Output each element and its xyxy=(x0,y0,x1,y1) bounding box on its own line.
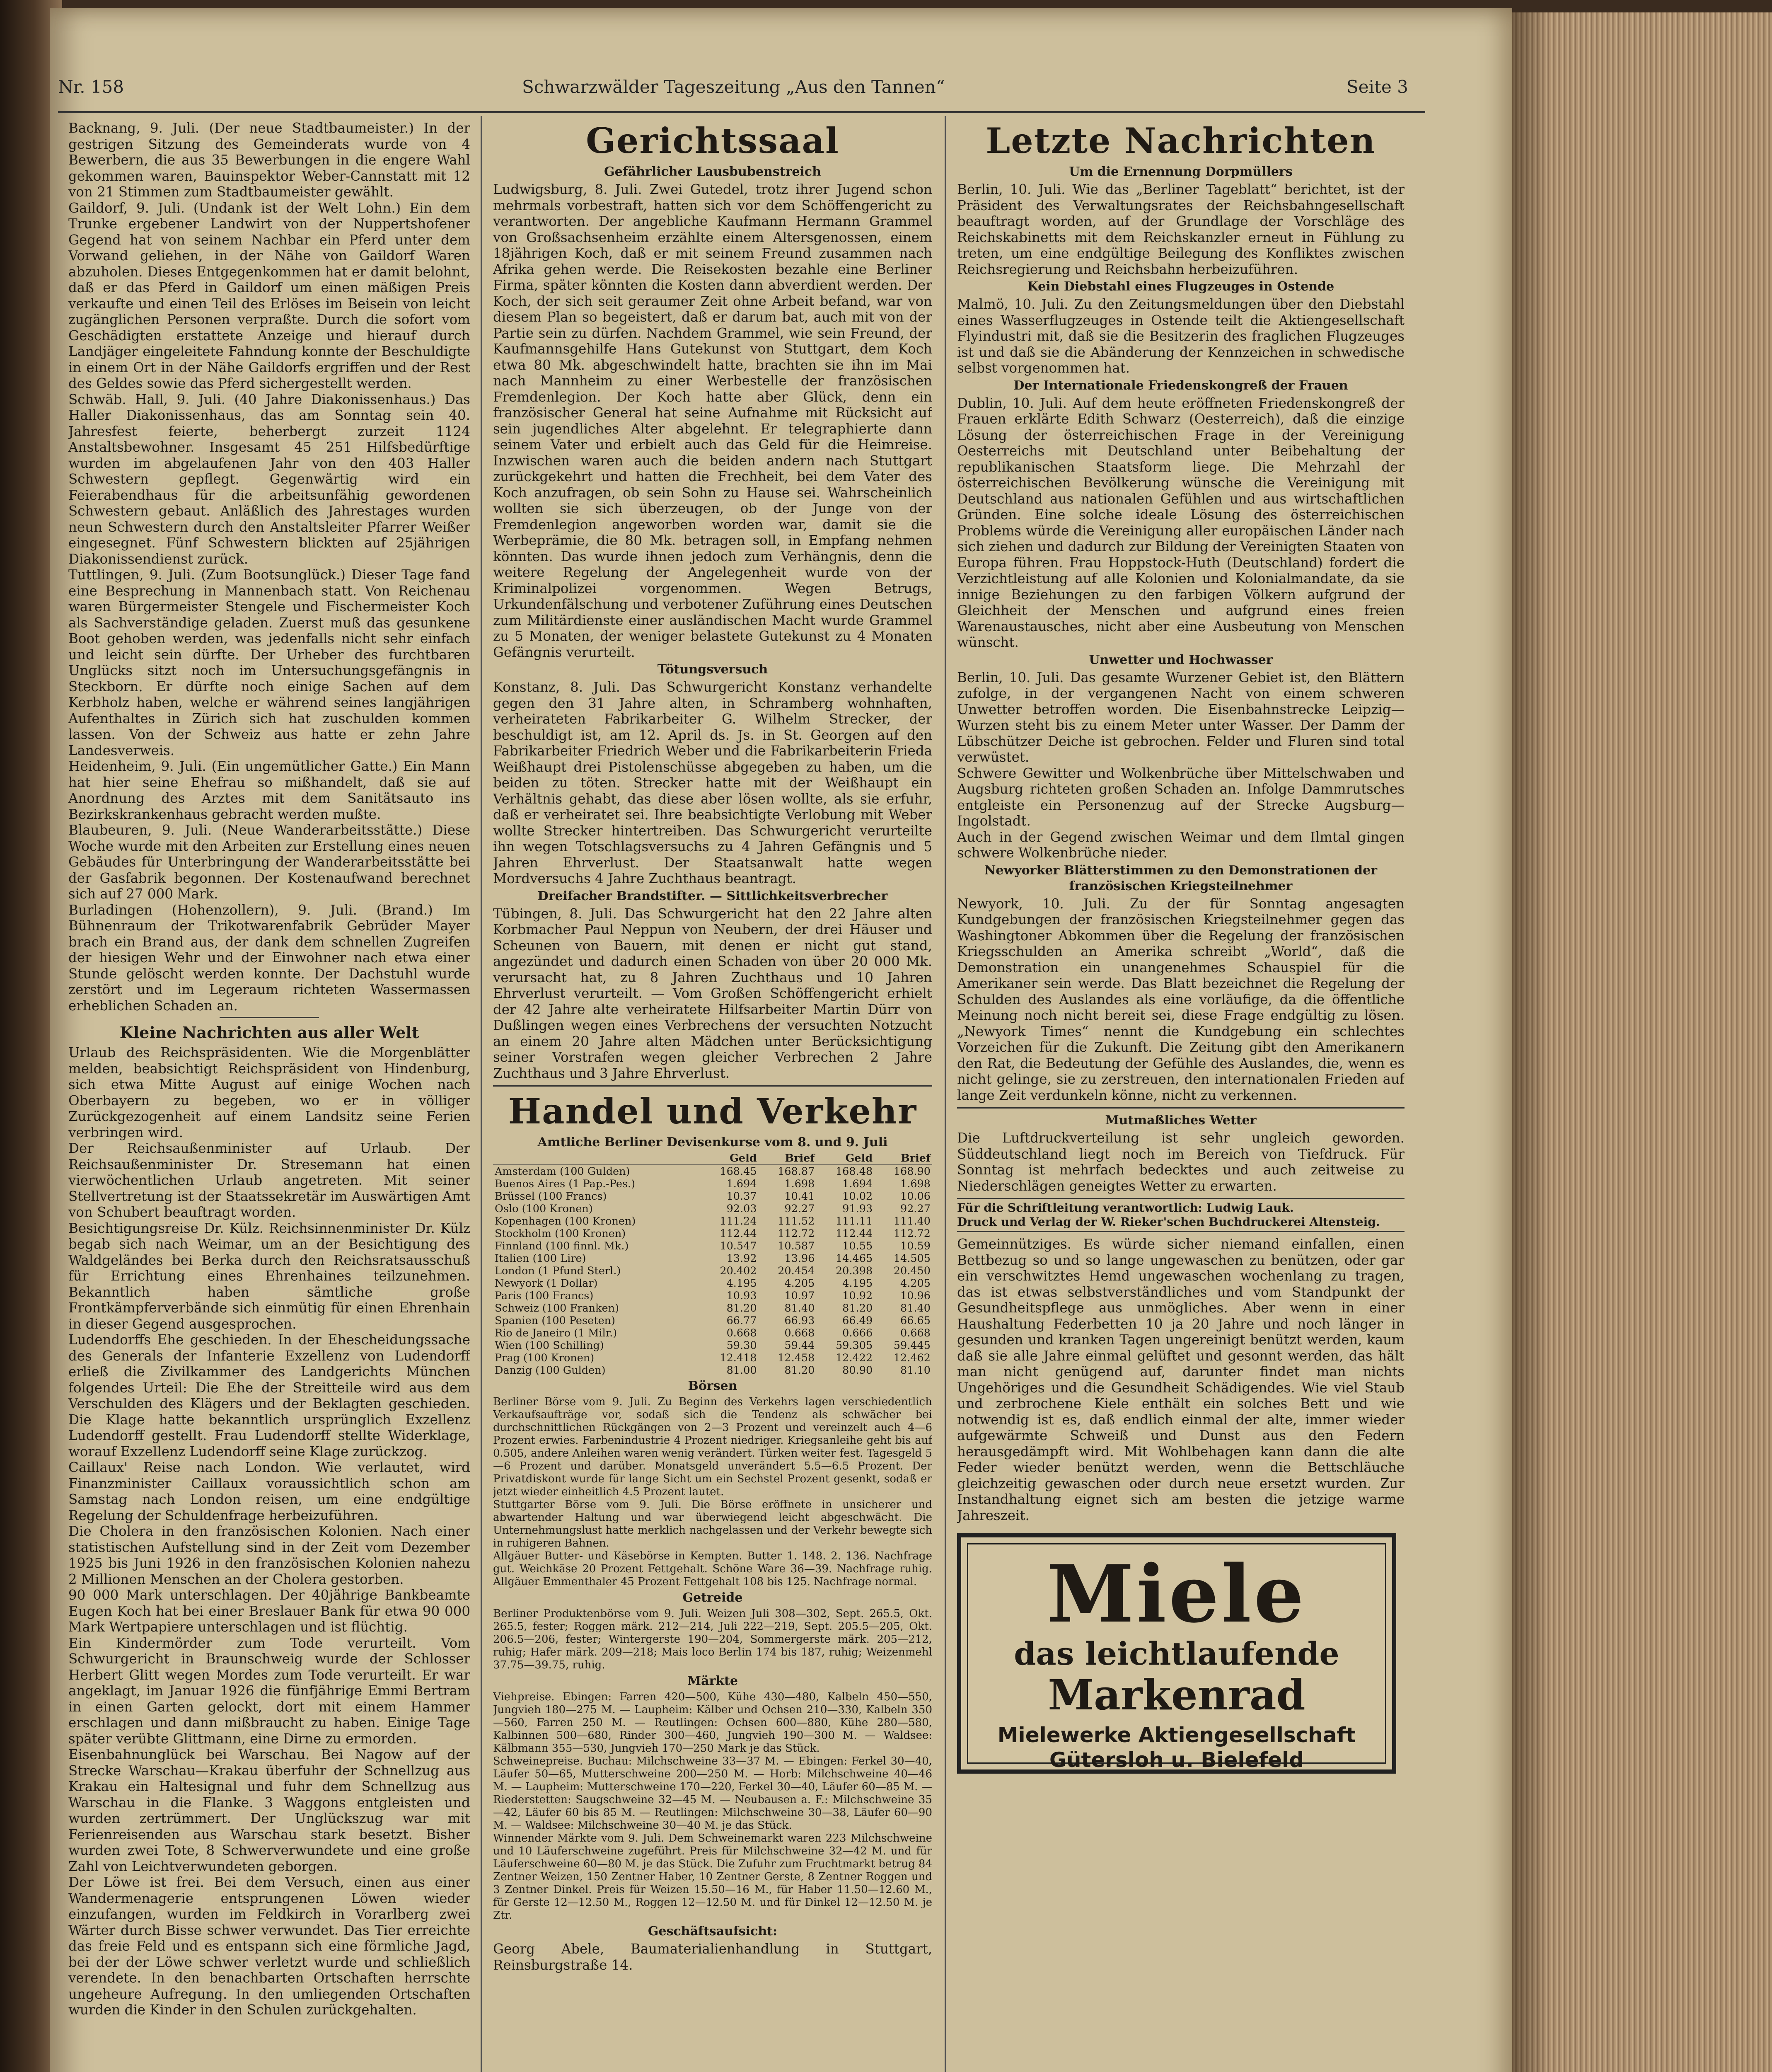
currency-name: Danzig (100 Gulden) xyxy=(495,1364,606,1377)
article-blaubeuren: Blaubeuren, 9. Juli. (Neue Wanderarbeitsstätte.) Diese Woche wurde mit den Arbeiten zur Erstellung eines neuen Gebäudes für Unterbringung der Wanderarbeitsstätte bei der Gasfabrik begonnen. Der Kostenaufwand berechnet sich auf 27 000 Mark. xyxy=(68,822,470,902)
subheading: Newyorker Blätterstimmen zu den Demonstrationen der französischen Kriegsteilnehmer xyxy=(984,863,1378,893)
rate-value: 1.698 xyxy=(900,1178,931,1190)
table-row xyxy=(493,1265,932,1277)
subheading: Märkte xyxy=(687,1674,738,1688)
currency-name: London (1 Pfund Sterl.) xyxy=(495,1265,621,1277)
table-row xyxy=(493,1339,932,1352)
rate-value: 10.587 xyxy=(778,1240,815,1252)
subheading: Dreifacher Brandstifter. — Sittlichkeitsverbrecher xyxy=(537,888,888,903)
ad-city: Gütersloh u. Bielefeld xyxy=(1049,1748,1304,1772)
rate-value: 111.40 xyxy=(893,1215,931,1227)
table-row xyxy=(493,1240,932,1252)
rate-value: 10.59 xyxy=(900,1240,931,1252)
subheading: Der Internationale Friedenskongreß der Frauen xyxy=(1013,378,1348,393)
court-article: Konstanz, 8. Juli. Das Schwurgericht Konstanz verhandelte gegen den 31 Jahre alten, in Schramberg wohnhaften, verheirateten Fabrikarbeiter G. Wilhelm Strecker, der beschuldigt ist, am 12. April ds. Js. in St. Georgen auf den Fabrikarbeiter Friedrich Weber und die Fabrikarbeiterin Frieda Weißhaupt drei Pistolenschüsse abgegeben zu haben, um die beiden zu töten. Strecker hatte mit der Weißhaupt ein Verhältnis gehabt, das diese aber lösen wollte, als sie erfuhr, daß er verheiratet sei. Ihre beabsichtigte Verlobung mit Weber wollte Strecker hintertreiben. Das Schwurgericht verurteilte ihn wegen Totschlagsversuchs zu 4 Jahren Gefängnis und 5 Jahren Ehrverlust. Der Staatsanwalt hatte wegen Mordversuchs 4 Jahre Zuchthaus beantragt. xyxy=(493,679,932,886)
imprint-editor: Für die Schriftleitung verantwortlich: Ludwig Lauk. xyxy=(957,1201,1294,1215)
rate-value: 112.72 xyxy=(893,1227,931,1240)
rates-column-header: Brief xyxy=(874,1152,932,1165)
column-left xyxy=(68,120,470,2068)
rate-value: 12.458 xyxy=(778,1352,815,1364)
rate-value: 0.668 xyxy=(784,1327,815,1339)
rate-value: 81.40 xyxy=(900,1302,931,1314)
rate-value: 168.90 xyxy=(893,1165,931,1178)
rate-value: 10.97 xyxy=(784,1290,815,1302)
rate-value: 59.44 xyxy=(784,1339,815,1352)
rate-value: 80.90 xyxy=(842,1364,873,1377)
market-report: Viehpreise. Ebingen: Farren 420—500, Kühe 430—480, Kalbeln 450—550, Jungvieh 180—275 M. — Laupheim: Kälber und Ochsen 210—330, Kalbeln 350—560, Farren 250 M. — Reutlingen: Ochsen 600—880, Kühe 280—580, Kalbinnen 500—680, Rinder 300—460, Jungvieh 190—300 M. — Waldsee: Kälbmann 355—530, Jungvieh 170—250 Mark je das Stück. xyxy=(493,1691,932,1755)
article-backnang: Backnang, 9. Juli. (Der neue Stadtbaumeister.) In der gestrigen Sitzung des Gemeinderats wurde von 4 Bewerbern, die aus 35 Bewerbungen in die engere Wahl gekommen waren, Bauinspektor Weber-Cannstatt mit 12 von 21 Stimmen zum Stadtbaumeister gewählt. xyxy=(68,120,470,200)
rate-value: 66.65 xyxy=(900,1314,931,1327)
rate-value: 92.27 xyxy=(784,1203,815,1215)
currency-name: Prag (100 Kronen) xyxy=(495,1352,595,1364)
rate-value: 12.462 xyxy=(893,1352,931,1364)
news-item: Der Reichsaußenminister auf Urlaub. Der Reichsaußenminister Dr. Stresemann hat einen vierwöchentlichen Urlaub angetreten. Mit seiner Stellvertretung ist der Staatssekretär im Auswärtigen Amt von Schubert beauftragt worden. xyxy=(68,1140,470,1220)
rate-value: 112.44 xyxy=(720,1227,757,1240)
article-gemeinnuetziges: Gemeinnütziges. Es würde sicher niemand einfallen, einen Bettbezug so und so lange ungewaschen zu benützen, oder gar ein verschwitztes Hemd ungewaschen wochenlang zu tragen, das ist etwas selbstverständliches und vom Standpunkt der Gesundheitspflege aus unmögliches. Aber wenn in einer Haushaltung Federbetten 10 ja 20 Jahre und noch länger in gesunden und kranken Tagen ungereinigt benützt werden, kaum daß sie alle Jahre einmal gelüftet und gesonnt werden, das hält man nicht genügend auf, darunter findet man nichts Ungehöriges und die Gesundheit Schädigendes. Wie viel Staub und zerbrochene Kiele enthält ein solches Bett und wie notwendig ist es, daß endlich einmal der alte, immer wieder aufgewärmte Schweiß und Dunst aus den Federn herausgedämpft wird. Mit Wohlbehagen kann dann die alte Feder wieder benützt werden, wenn die Bettschläuche gleichzeitig gewaschen oder durch neue ersetzt wurden. Zur Instandhaltung eignet sich am besten die jetzige warme Jahreszeit. xyxy=(957,1236,1405,1523)
article-tuttlingen: Tuttlingen, 9. Juli. (Zum Bootsunglück.) Dieser Tage fand eine Besprechung in Mannenbach statt. Von Reichenau waren Bürgermeister Stengele und Fischermeister Koch als Sachverständige geladen. Zuerst muß das gesunkene Boot gehoben werden, was jedenfalls nicht sehr einfach und leicht sein dürfte. Der Urheber des furchtbaren Unglücks sitzt noch im Untersuchungsgefängnis in Steckborn. Er dürfte noch einige Sachen auf dem Kerbholz haben, welche er während seines langjährigen Aufenthaltes in Zürich sich hat zuschulden kommen lassen. Von der Schweiz aus hatte er zehn Jahre Landesverweis. xyxy=(68,567,470,758)
rate-value: 12.418 xyxy=(720,1352,757,1364)
table-row xyxy=(493,1314,932,1327)
table-row xyxy=(493,1215,932,1227)
table-row xyxy=(493,1327,932,1339)
subheading: Getreide xyxy=(682,1590,743,1605)
rate-value: 12.422 xyxy=(835,1352,873,1364)
weather-heading: Mutmaßliches Wetter xyxy=(1105,1113,1257,1128)
ad-frame xyxy=(967,1543,1386,1772)
rate-value: 1.694 xyxy=(726,1178,757,1190)
rate-value: 10.93 xyxy=(726,1290,757,1302)
table-row xyxy=(493,1252,932,1265)
rate-value: 81.20 xyxy=(784,1364,815,1377)
running-header xyxy=(58,77,1425,106)
currency-name: Spanien (100 Peseten) xyxy=(495,1314,615,1327)
ad-product: Markenrad xyxy=(1048,1670,1305,1719)
rate-value: 10.02 xyxy=(842,1190,873,1203)
table-row xyxy=(493,1165,932,1178)
table-row xyxy=(493,1203,932,1215)
rate-value: 1.698 xyxy=(784,1178,815,1190)
rate-value: 0.668 xyxy=(900,1327,931,1339)
currency-name: Oslo (100 Kronen) xyxy=(495,1203,593,1215)
news-item: Ludendorffs Ehe geschieden. In der Ehescheidungssache des Generals der Infanterie Exzellenz von Ludendorff erließ die Zivilkammer des Landgerichts München folgendes Urteil: Die Ehe der Streitteile wird aus dem Verschulden des Klägers und der Beklagten geschieden. Die Klage hatte bekanntlich ursprünglich Exzellenz Ludendorff gestellt. Frau Ludendorff stellte Widerklage, worauf Exzellenz Ludendorff seine Klage zurückzog. xyxy=(68,1332,470,1460)
market-report: Berliner Börse vom 9. Juli. Zu Beginn des Verkehrs lagen verschiedentlich Verkaufsaufträge vor, sodaß sich die Tendenz als schwächer bei durchschnittlichen Rückgängen von 2—3 Prozent und vereinzelt auch 4—6 Prozent erwies. Farbenindustrie 4 Prozent niedriger. Kriegsanleihe geht bis auf 0.505, andere Anleihen waren wenig verändert. Türken weiter fest. Tagesgeld 5—6 Prozent und darüber. Monatsgeld unverändert 5.5—6.5 Prozent. Der Privatdiskont wurde für lange Sicht um ein Sechstel Prozent gesenkt, sodaß er jetzt wieder einheitlich 4.5 Prozent lautet. xyxy=(493,1396,932,1498)
section-title-handel-und-verkehr: Handel und Verkehr xyxy=(508,1091,917,1132)
rate-value: 66.93 xyxy=(784,1314,815,1327)
market-report: Allgäuer Butter- und Käsebörse in Kempten. Butter 1. 148. 2. 136. Nachfrage gut. Weichkäse 20 Prozent Fettgehalt. Schöne Ware 36—39. Nachfrage ruhig. Allgäuer Emmenthaler 45 Prozent Fettgehalt 108 bis 125. Nachfrage normal. xyxy=(493,1550,932,1588)
subheading: Börsen xyxy=(688,1379,737,1393)
table-row xyxy=(493,1227,932,1240)
business-notice: Georg Abele, Baumaterialienhandlung in Stuttgart, Reinsburgstraße 14. xyxy=(493,1941,932,1973)
section-divider xyxy=(957,1107,1405,1109)
rate-value: 92.27 xyxy=(900,1203,931,1215)
rate-value: 111.24 xyxy=(720,1215,757,1227)
market-report: Berliner Produktenbörse vom 9. Juli. Weizen Juli 308—302, Sept. 265.5, Okt. 265.5, fester; Roggen märk. 212—214, Juli 222—219, Sept. 205.5—205, Okt. 206.5—206, fester; Wintergerste 190—204, Sommergerste märk. 205—212, ruhig; Hafer märk. 209—218; Mais loco Berlin 174 bis 187, ruhig; Weizenmehl 37.75—39.75, ruhig. xyxy=(493,1607,932,1671)
rate-value: 168.48 xyxy=(835,1165,873,1178)
rate-value: 20.398 xyxy=(835,1265,873,1277)
rates-column-header: Brief xyxy=(759,1152,817,1165)
currency-name: Kopenhagen (100 Kronen) xyxy=(495,1215,636,1227)
page-number: Seite 3 xyxy=(1347,77,1408,97)
currency-name: Italien (100 Lire) xyxy=(495,1252,586,1265)
rate-value: 13.96 xyxy=(784,1252,815,1265)
table-row xyxy=(493,1352,932,1364)
rate-value: 10.96 xyxy=(900,1290,931,1302)
news-article: Dublin, 10. Juli. Auf dem heute eröffneten Friedenskongreß der Frauen erklärte Edith Schwarz (Oesterreich), daß die einzige Lösung der österreichischen Frage in der Vereinigung Oesterreichs mit Deutschland unter Beibehaltung der republikanischen Staatsform liege. Die Mehrzahl der österreichischen Bevölkerung wünsche die Vereinigung mit Deutschland aus nationalen Gefühlen und aus wirtschaftlichen Gründen. Eine solche ideale Lösung des österreichischen Problems würde die Vereinigung aller europäischen Länder nach sich ziehen und dadurch zur Bildung der Vereinigten Staaten von Europa führen. Frau Hoppstock-Huth (Deutschland) fordert die Verzichtleistung auf alle Kolonien und Kolonialmandate, da sie innige Beziehungen zu den farbigen Völkern aufgrund der Gleichheit der Menschen und aufgrund eines freien Warenaustausches, nicht aber eine Ausbeutung von Menschen wünscht. xyxy=(957,395,1405,650)
section-divider xyxy=(493,1085,932,1087)
rate-value: 10.06 xyxy=(900,1190,931,1203)
currency-name: Brüssel (100 Francs) xyxy=(495,1190,607,1203)
rates-column-header: Geld xyxy=(701,1152,759,1165)
rate-value: 0.666 xyxy=(842,1327,873,1339)
court-article: Tübingen, 8. Juli. Das Schwurgericht hat den 22 Jahre alten Korbmacher Paul Neppun von Neubern, der drei Häuser und Scheunen von Bauern, mit denen er nicht gut stand, angezündet und dadurch einen Schaden von über 20 000 Mk. verursacht hat, zu 8 Jahren Zuchthaus und 10 Jahren Ehrverlust verurteilt. — Vom Großen Schöffengericht erhielt der 42 Jahre alte verheiratete Hilfsarbeiter Martin Dürr von Dußlingen wegen eines Verbrechens der versuchten Notzucht an einem 20 Jahre alten Mädchen unter Berücksichtigung seiner Vorstrafen wegen gleicher Verbrechen 2 Jahre Zuchthaus und 3 Jahre Ehrverlust. xyxy=(493,905,932,1081)
rate-value: 13.92 xyxy=(726,1252,757,1265)
ad-brand: Miele xyxy=(1047,1548,1307,1640)
rate-value: 10.92 xyxy=(842,1290,873,1302)
rate-value: 81.40 xyxy=(784,1302,815,1314)
rate-value: 10.547 xyxy=(720,1240,757,1252)
rate-value: 81.10 xyxy=(900,1364,931,1377)
news-article: Berlin, 10. Juli. Wie das „Berliner Tageblatt“ berichtet, ist der Präsident des Verwaltungsrates der Reichsbahngesellschaft beauftragt worden, auf der Grundlage der Vorschläge des Reichskabinetts mit dem Reichskanzler erneut in Fühlung zu treten, um eine endgültige Beilegung des Konfliktes zwischen Reichsregierung und Reichsbahn herbeizuführen. xyxy=(957,182,1405,277)
table-row xyxy=(493,1364,932,1377)
rate-value: 59.445 xyxy=(893,1339,931,1352)
table-row xyxy=(493,1302,932,1314)
subheading: Unwetter und Hochwasser xyxy=(1089,652,1273,667)
news-item: Caillaux' Reise nach London. Wie verlautet, wird Finanzminister Caillaux voraussichtlich schon am Samstag nach London reisen, um eine endgültige Regelung der Schuldenfrage herbeizuführen. xyxy=(68,1460,470,1523)
news-item: Urlaub des Reichspräsidenten. Wie die Morgenblätter melden, beabsichtigt Reichspräsident von Hindenburg, sich etwa Mitte August auf einige Wochen nach Oberbayern zu begeben, wo er in völliger Zurückgezogenheit auf einem Landsitz seine Ferien verbringen wird. xyxy=(68,1045,470,1140)
news-article: Auch in der Gegend zwischen Weimar und dem Ilmtal gingen schwere Wolkenbrüche nieder. xyxy=(957,829,1405,861)
rate-value: 112.44 xyxy=(835,1227,873,1240)
table-row xyxy=(493,1190,932,1203)
rate-value: 10.41 xyxy=(784,1190,815,1203)
rate-value: 1.694 xyxy=(842,1178,873,1190)
news-item: Besichtigungsreise Dr. Külz. Reichsinnenminister Dr. Külz begab sich nach Weimar, um an der Besichtigung des Waldgeländes bei Berka durch den Reichsratsausschuß für Errichtung eines Ehrenhaines teilzunehmen. Bekanntlich haben sämtliche große Frontkämpferverbände sich einmütig für einen Ehrenhain in dieser Gegend ausgesprochen. xyxy=(68,1220,470,1332)
rate-value: 81.20 xyxy=(842,1302,873,1314)
rate-value: 59.30 xyxy=(726,1339,757,1352)
market-report: Stuttgarter Börse vom 9. Juli. Die Börse eröffnete in unsicherer und abwartender Haltung und war überwiegend leicht abgeschwächt. Die Unternehmungslust hatte merklich nachgelassen und der Verkehr bewegte sich in ruhigeren Bahnen. xyxy=(493,1498,932,1549)
ad-tagline: das leichtlaufende xyxy=(1014,1635,1339,1672)
news-article: Berlin, 10. Juli. Das gesamte Wurzener Gebiet ist, den Blättern zufolge, in der vergangenen Nacht von einem schweren Unwetter betroffen worden. Die Eisenbahnstrecke Leipzig—Wurzen steht bis zu einem Meter unter Wasser. Der Damm der Lübschützer Deiche ist gebrochen. Felder und Fluren sind total verwüstet. xyxy=(957,669,1405,765)
column-rule-2 xyxy=(945,116,946,2072)
imprint xyxy=(957,1198,1405,1232)
ad-company: Mielewerke Aktiengesellschaft xyxy=(997,1723,1356,1747)
subheading: Kein Diebstahl eines Flugzeuges in Ostende xyxy=(1027,279,1334,294)
section-divider xyxy=(220,1017,319,1018)
newspaper-title: Schwarzwälder Tageszeitung „Aus den Tannen“ xyxy=(522,77,945,97)
rate-value: 92.03 xyxy=(726,1203,757,1215)
rates-column-header xyxy=(493,1152,701,1165)
currency-name: Newyork (1 Dollar) xyxy=(495,1277,598,1290)
rate-value: 0.668 xyxy=(726,1327,757,1339)
news-article: Malmö, 10. Juli. Zu den Zeitungsmeldungen über den Diebstahl eines Wasserflugzeuges in Ostende teilt die Aktiengesellschaft Flyindustri mit, daß sie die Besitzerin des fraglichen Flugzeuges ist und daß sie die Abänderung der Kennzeichen in schwedische selbst vorgenommen hat. xyxy=(957,296,1405,376)
column-middle xyxy=(493,120,932,2068)
exchange-rates-heading: Amtliche Berliner Devisenkurse vom 8. und 9. Juli xyxy=(537,1135,888,1150)
page-edge-shadow xyxy=(1512,12,1550,2072)
weather-report: Die Luftdruckverteilung ist sehr ungleich geworden. Süddeutschland liegt noch im Bereich von Tiefdruck. Für Sonntag ist mehrfach bedecktes und auch zeitweise zu Niederschlägen geneigtes Wetter zu erwarten. xyxy=(957,1130,1405,1194)
rate-value: 91.93 xyxy=(842,1203,873,1215)
subheading: Tötungsversuch xyxy=(657,662,768,677)
book-page-edges xyxy=(1512,12,1772,2072)
miele-advertisement xyxy=(957,1533,1396,1774)
rate-value: 111.52 xyxy=(778,1215,815,1227)
article-schwaebisch-hall: Schwäb. Hall, 9. Juli. (40 Jahre Diakonissenhaus.) Das Haller Diakonissenhaus, das am Sonntag sein 40. Jahresfest feierte, beherbergt zurzeit 1124 Anstaltsbewohner. Insgesamt 45 251 Hilfsbedürftige wurden im abgelaufenen Jahr von den 403 Haller Schwestern gepflegt. Gegenwärtig wird ein Feierabendhaus für die arbeitsunfähig gewordenen Schwestern gebaut. Anläßlich des Jahrestages wurden neun Schwestern durch den Anstaltsleiter Pfarrer Weißer eingesegnet. Fünf Schwestern blickten auf 25jährigen Diakonissendienst zurück. xyxy=(68,391,470,567)
rate-value: 59.305 xyxy=(835,1339,873,1352)
news-item: Eisenbahnunglück bei Warschau. Bei Nagow auf der Strecke Warschau—Krakau überfuhr der Schnellzug aus Krakau ein Haltesignal und fuhr dem Schnellzug aus Warschau in die Flanke. 3 Waggons entgleisten und wurden zertrümmert. Der Unglückszug war mit Ferienreisenden aus Warschau stark besetzt. Bisher wurden zwei Tote, 8 Schwerverwundete und eine große Zahl von Leichtverwundeten geborgen. xyxy=(68,1747,470,1874)
header-rule xyxy=(58,111,1425,113)
table-row xyxy=(493,1178,932,1190)
subheading: Geschäftsaufsicht: xyxy=(648,1924,778,1939)
market-report: Schweinepreise. Buchau: Milchschweine 33—37 M. — Ebingen: Ferkel 30—40, Läufer 50—65, Mutterschweine 200—250 M. — Horb: Milchschweine 40—46 M. — Laupheim: Mutterschweine 170—220, Ferkel 30—40, Läufer 60—85 M. — Riederstetten: Saugschweine 32—45 M. — Neubausen a. F.: Milchschweine 35—42, Läufer 60 bis 85 M. — Reutlingen: Milchschweine 30—38, Läufer 60—90 M. — Waldsee: Milchschweine 30—40 M. je das Stück. xyxy=(493,1755,932,1832)
market-report: Winnender Märkte vom 9. Juli. Dem Schweinemarkt waren 223 Milchschweine und 10 Läuferschweine zugeführt. Preis für Milchschweine 32—42 M. und für Läuferschweine 60—80 M. je das Stück. Die Zufuhr zum Fruchtmarkt betrug 84 Zentner Weizen, 150 Zentner Haber, 10 Zentner Gerste, 8 Zentner Roggen und 3 Zentner Dinkel. Preis für Weizen 15.50—16 M., für Haber 11.50—12.60 M., für Gerste 12—12.50 M., Roggen 12—12.50 M. und für Dinkel 12—12.50 M. je Ztr. xyxy=(493,1832,932,1922)
currency-name: Stockholm (100 Kronen) xyxy=(495,1227,626,1240)
news-item: Die Cholera in den französischen Kolonien. Nach einer statistischen Aufstellung sind in der Zeit vom Dezember 1925 bis Juni 1926 in den französischen Kolonien nahezu 2 Millionen Menschen an der Cholera gestorben. xyxy=(68,1523,470,1587)
news-article: Newyork, 10. Juli. Zu der für Sonntag angesagten Kundgebungen der französischen Kriegsteilnehmer gegen das Washingtoner Abkommen über die Regelung der französischen Kriegsschulden an Amerika schreibt „World“, daß die Demonstration ein unangenehmes Schauspiel für die Amerikaner sein werde. Das Blatt bezeichnet die Regelung der Schulden des Auslandes als eine vorläufige, da die öffentliche Meinung noch nicht bereit sei, diese Frage endgültig zu lösen. „Newyork Times“ nennt die Kundgebung ein schlechtes Vorzeichen für die Zukunft. Die Zeitung gibt den Amerikanern den Rat, die Bedeutung der Gefühle des Auslandes, die, wenn es nicht gelinge, sie zu zerstreuen, den internationalen Frieden auf lange Zeit verdunkeln könne, nicht zu verkennen. xyxy=(957,896,1405,1103)
currency-name: Schweiz (100 Franken) xyxy=(495,1302,619,1314)
exchange-rates-table xyxy=(493,1152,932,1377)
news-item: Der Löwe ist frei. Bei dem Versuch, einen aus einer Wandermenagerie entsprungenen Löwen wieder einzufangen, wurden im Feldkirch in Vorarlberg zwei Wärter durch Bisse schwer verwundet. Das Tier erreichte das freie Feld und es entspann sich eine förmliche Jagd, bei der der Löwe schwer verletzt wurde und schließlich verendete. In den benachbarten Ortschaften herrschte ungeheure Aufregung. In den umliegenden Ortschaften wurden die Kinder in den Schulen zurückgehalten. xyxy=(68,1874,470,2018)
rate-value: 4.205 xyxy=(784,1277,815,1290)
table-row xyxy=(493,1277,932,1290)
rate-value: 112.72 xyxy=(778,1227,815,1240)
table-row xyxy=(493,1290,932,1302)
rate-value: 4.205 xyxy=(900,1277,931,1290)
news-article: Schwere Gewitter und Wolkenbrüche über Mittelschwaben und Augsburg richteten großen Schaden an. Infolge Dammrutsches entgleiste ein Personenzug auf der Strecke Augsburg—Ingolstadt. xyxy=(957,765,1405,829)
rate-value: 14.505 xyxy=(893,1252,931,1265)
rate-value: 10.55 xyxy=(842,1240,873,1252)
article-heidenheim: Heidenheim, 9. Juli. (Ein ungemütlicher Gatte.) Ein Mann hat hier seine Ehefrau so mißhandelt, daß sie auf Anordnung des Arztes mit dem Sanitätsauto ins Bezirkskrankenhaus gebracht werden mußte. xyxy=(68,758,470,822)
currency-name: Finnland (100 finnl. Mk.) xyxy=(495,1240,629,1252)
rates-column-header: Geld xyxy=(816,1152,874,1165)
currency-name: Paris (100 Francs) xyxy=(495,1290,594,1302)
section-title-letzte-nachrichten: Letzte Nachrichten xyxy=(986,120,1376,161)
rate-value: 168.87 xyxy=(778,1165,815,1178)
rate-value: 10.37 xyxy=(726,1190,757,1203)
subheading: Gefährlicher Lausbubenstreich xyxy=(604,165,821,179)
imprint-publisher: Druck und Verlag der W. Rieker'schen Buchdruckerei Altensteig. xyxy=(957,1215,1380,1229)
rate-value: 168.45 xyxy=(720,1165,757,1178)
currency-name: Wien (100 Schilling) xyxy=(495,1339,604,1352)
column-rule-1 xyxy=(481,116,482,2072)
rate-value: 4.195 xyxy=(842,1277,873,1290)
rate-value: 20.402 xyxy=(720,1265,757,1277)
currency-name: Buenos Aires (1 Pap.-Pes.) xyxy=(495,1178,636,1190)
rate-value: 4.195 xyxy=(726,1277,757,1290)
rate-value: 14.465 xyxy=(835,1252,873,1265)
section-heading-kleine-nachrichten: Kleine Nachrichten aus aller Welt xyxy=(119,1023,419,1042)
rate-value: 20.450 xyxy=(893,1265,931,1277)
subheading: Um die Ernennung Dorpmüllers xyxy=(1069,165,1293,179)
currency-name: Amsterdam (100 Gulden) xyxy=(495,1165,630,1178)
court-article: Ludwigsburg, 8. Juli. Zwei Gutedel, trotz ihrer Jugend schon mehrmals vorbestraft, hatten sich vor dem Schöffengericht zu verantworten. Der angebliche Kaufmann Hermann Grammel von Großsachsenheim erzählte einem Altersgenossen, einem 18jährigen Koch, daß er mit seinem Freund zusammen nach Afrika gehen werde. Die Reisekosten bezahle eine Berliner Firma, später könnten die Kosten dann abverdient werden. Der Koch, der sich seit geraumer Zeit ohne Arbeit befand, war von diesem Plan so begeistert, daß er darum bat, auch mit von der Partie sein zu dürfen. Nachdem Grammel, wie sein Freund, der Kaufmannsgehilfe Hans Gutekunst von Stuttgart, dem Koch etwa 80 Mk. abgeschwindelt hatte, brachten sie ihn im Mai nach Mannheim zu einer Werbestelle der französischen Fremdenlegion. Der Koch hatte aber Glück, denn ein französischer General hat seine Aufnahme mit Rücksicht auf sein jugendliches Alter abgelehnt. Er telegraphierte dann seinem Vater und erbielt auch das Geld für die Heimreise. Inzwischen waren auch die beiden andern nach Stuttgart zurückgekehrt und hatten die Frechheit, bei dem Vater des Koch anzufragen, ob sein Sohn zu Hause sei. Wahrscheinlich wollten sie sich überzeugen, ob der Junge von der Fremdenlegion angeworben worden war, damit sie die Werbeprämie, die 80 Mk. betragen soll, in Empfang nehmen könnten. Das wurde ihnen jedoch zum Verhängnis, denn die weitere Regelung der Angelegenheit wurde von der Kriminalpolizei vorgenommen. Wegen Betrugs, Urkundenfälschung und verbotener Zuführung eines Deutschen zum Militärdienste einer ausländischen Macht wurde Grammel zu 5 Monaten, der weniger belastete Gutekunst zu 4 Monaten Gefängnis verurteilt. xyxy=(493,182,932,660)
issue-number: Nr. 158 xyxy=(58,77,124,97)
currency-name: Rio de Janeiro (1 Milr.) xyxy=(495,1327,617,1339)
article-burladingen: Burladingen (Hohenzollern), 9. Juli. (Brand.) Im Bühnenraum der Trikotwarenfabrik Gebrüder Mayer brach ein Brand aus, der dank dem schnellen Zugreifen der hiesigen Wehr und der Einwohner nach etwa einer Stunde gelöscht werden konnte. Der Dachstuhl wurde zerstört und im Legeraum richteten Wassermassen erheblichen Schaden an. xyxy=(68,902,470,1014)
rate-value: 81.20 xyxy=(726,1302,757,1314)
rate-value: 81.00 xyxy=(726,1364,757,1377)
section-title-gerichtssaal: Gerichtssaal xyxy=(586,120,839,161)
article-gaildorf: Gaildorf, 9. Juli. (Undank ist der Welt Lohn.) Ein dem Trunke ergebener Landwirt von der Nuppertshofener Gegend hat von seinem Nachbar ein Pferd unter dem Vorwand geliehen, in der Nähe von Gaildorf Waren abzuholen. Dieses Entgegenkommen hat er damit belohnt, daß er das Pferd in Gaildorf um einen mäßigen Preis verkaufte und einen Teil des Erlöses im Beisein von leicht zugänglichen Personen verpraßte. Durch die sofort vom Geschädigten erstattete Anzeige und hierauf durch Landjäger eingeleitete Fahndung konnte der Beschuldigte in einem Ort in der Nähe Gaildorfs ergriffen und der Rest des Geldes sowie das Pferd sichergestellt werden. xyxy=(68,200,470,391)
rate-value: 111.11 xyxy=(835,1215,873,1227)
column-right xyxy=(957,120,1405,2068)
rate-value: 20.454 xyxy=(778,1265,815,1277)
rate-value: 66.77 xyxy=(726,1314,757,1327)
news-item: 90 000 Mark unterschlagen. Der 40jährige Bankbeamte Eugen Koch hat bei einer Breslauer Bank für etwa 90 000 Mark Wertpapiere unterschlagen und ist flüchtig. xyxy=(68,1587,470,1635)
rate-value: 66.49 xyxy=(842,1314,873,1327)
news-item: Ein Kindermörder zum Tode verurteilt. Vom Schwurgericht in Braunschweig wurde der Schlosser Herbert Glitt wegen Mordes zum Tode verurteilt. Er war angeklagt, im Januar 1926 die fünfjährige Emmi Bertram in einen Garten gelockt, dort mit einem Hammer erschlagen und dann mißbraucht zu haben. Einige Tage später verübte Glittmann, eine Dirne zu ermorden. xyxy=(68,1635,470,1747)
